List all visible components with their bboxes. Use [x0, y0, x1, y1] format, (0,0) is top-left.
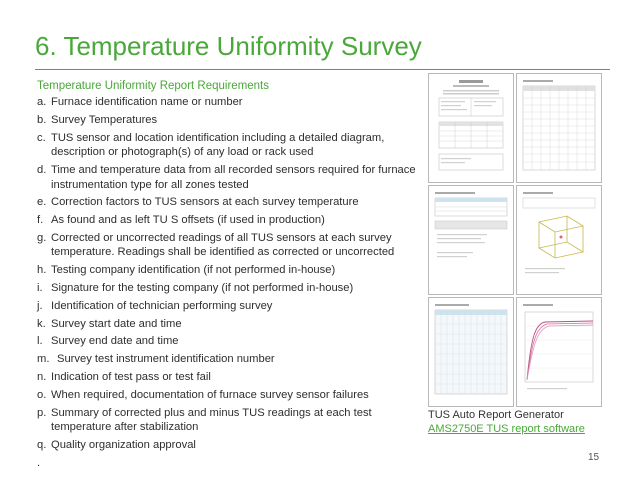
- requirements-list: [37, 95, 427, 473]
- title-divider: [35, 69, 610, 70]
- slide-title: 6. Temperature Uniformity Survey: [35, 31, 422, 61]
- list-item: [37, 131, 427, 160]
- item-text: Time and temperature data from all recorded sensors required for furnace instrumentation type for all zones tested: [51, 163, 416, 191]
- report-thumbnail-summary: [428, 185, 514, 295]
- list-item: [37, 388, 427, 403]
- item-text: Summary of corrected plus and minus TUS readings at each test temperature after stabilization: [51, 406, 372, 434]
- item-letter: n.: [37, 370, 47, 383]
- report-thumbnail-data-table: [516, 73, 602, 183]
- item-letter: c.: [37, 131, 46, 144]
- item-letter: q.: [37, 438, 47, 451]
- item-letter: l.: [37, 335, 43, 348]
- list-item: [37, 456, 427, 471]
- list-item: [37, 299, 427, 314]
- item-letter: p.: [37, 406, 47, 419]
- item-text: Corrected or uncorrected readings of all TUS sensors at each survey temperature. Readings shall be identified as corrected or uncorrected: [51, 231, 395, 259]
- item-text: As found and as left TU S offsets (if used in production): [51, 214, 325, 227]
- item-text: Survey start date and time: [51, 317, 182, 330]
- item-letter: b.: [37, 113, 47, 126]
- item-text: Indication of test pass or test fail: [51, 370, 211, 383]
- list-item: [37, 263, 427, 278]
- item-text: Correction factors to TUS sensors at each survey temperature: [51, 196, 359, 209]
- item-letter: a.: [37, 96, 47, 108]
- list-item: [37, 163, 427, 192]
- report-software-link[interactable]: AMS2750E TUS report software: [428, 423, 585, 435]
- list-item: [37, 95, 427, 110]
- item-letter: k.: [37, 317, 46, 330]
- item-letter: o.: [37, 388, 47, 401]
- item-letter: j.: [37, 299, 43, 312]
- item-text: Identification of technician performing survey: [51, 299, 273, 312]
- section-subtitle: Temperature Uniformity Report Requirements: [37, 80, 270, 92]
- page-number: 15: [588, 452, 600, 463]
- item-letter: i.: [37, 282, 43, 295]
- item-text: Quality organization approval: [51, 438, 196, 451]
- report-thumbnail-cover: [428, 73, 514, 183]
- item-text: Furnace identification name or number: [51, 96, 243, 108]
- list-item: [37, 334, 427, 349]
- list-item: [37, 113, 427, 128]
- item-text: Survey end date and time: [51, 335, 179, 348]
- report-thumbnail-sensor-diagram: [516, 185, 602, 295]
- list-item: [37, 370, 427, 385]
- report-thumbnail-graph: [516, 297, 602, 407]
- item-text: Survey Temperatures: [51, 113, 158, 126]
- item-letter: m.: [37, 353, 50, 366]
- item-letter: h.: [37, 264, 47, 277]
- item-text: When required, documentation of furnace survey sensor failures: [51, 388, 369, 401]
- item-letter: g.: [37, 231, 47, 244]
- list-item: [37, 352, 427, 367]
- item-letter: d.: [37, 163, 47, 176]
- list-item: [37, 317, 427, 332]
- item-text: TUS sensor and location identification including a detailed diagram, description or photograph(s) of any load or rack used: [51, 131, 385, 159]
- item-text: Testing company identification (if not performed in-house): [51, 264, 336, 277]
- item-text: Signature for the testing company (if not performed in-house): [51, 282, 354, 295]
- item-text: [51, 456, 427, 471]
- list-item: [37, 195, 427, 210]
- list-item: [37, 213, 427, 228]
- list-item: [37, 406, 427, 435]
- list-item: [37, 231, 427, 260]
- list-item: [37, 438, 427, 453]
- item-letter: .: [37, 456, 41, 469]
- thumbnail-caption: TUS Auto Report Generator: [428, 409, 564, 421]
- list-item: [37, 281, 427, 296]
- report-thumbnail-readings: [428, 297, 514, 407]
- item-text: Survey test instrument identification number: [57, 353, 275, 366]
- item-letter: f.: [37, 214, 44, 227]
- item-letter: e.: [37, 196, 47, 209]
